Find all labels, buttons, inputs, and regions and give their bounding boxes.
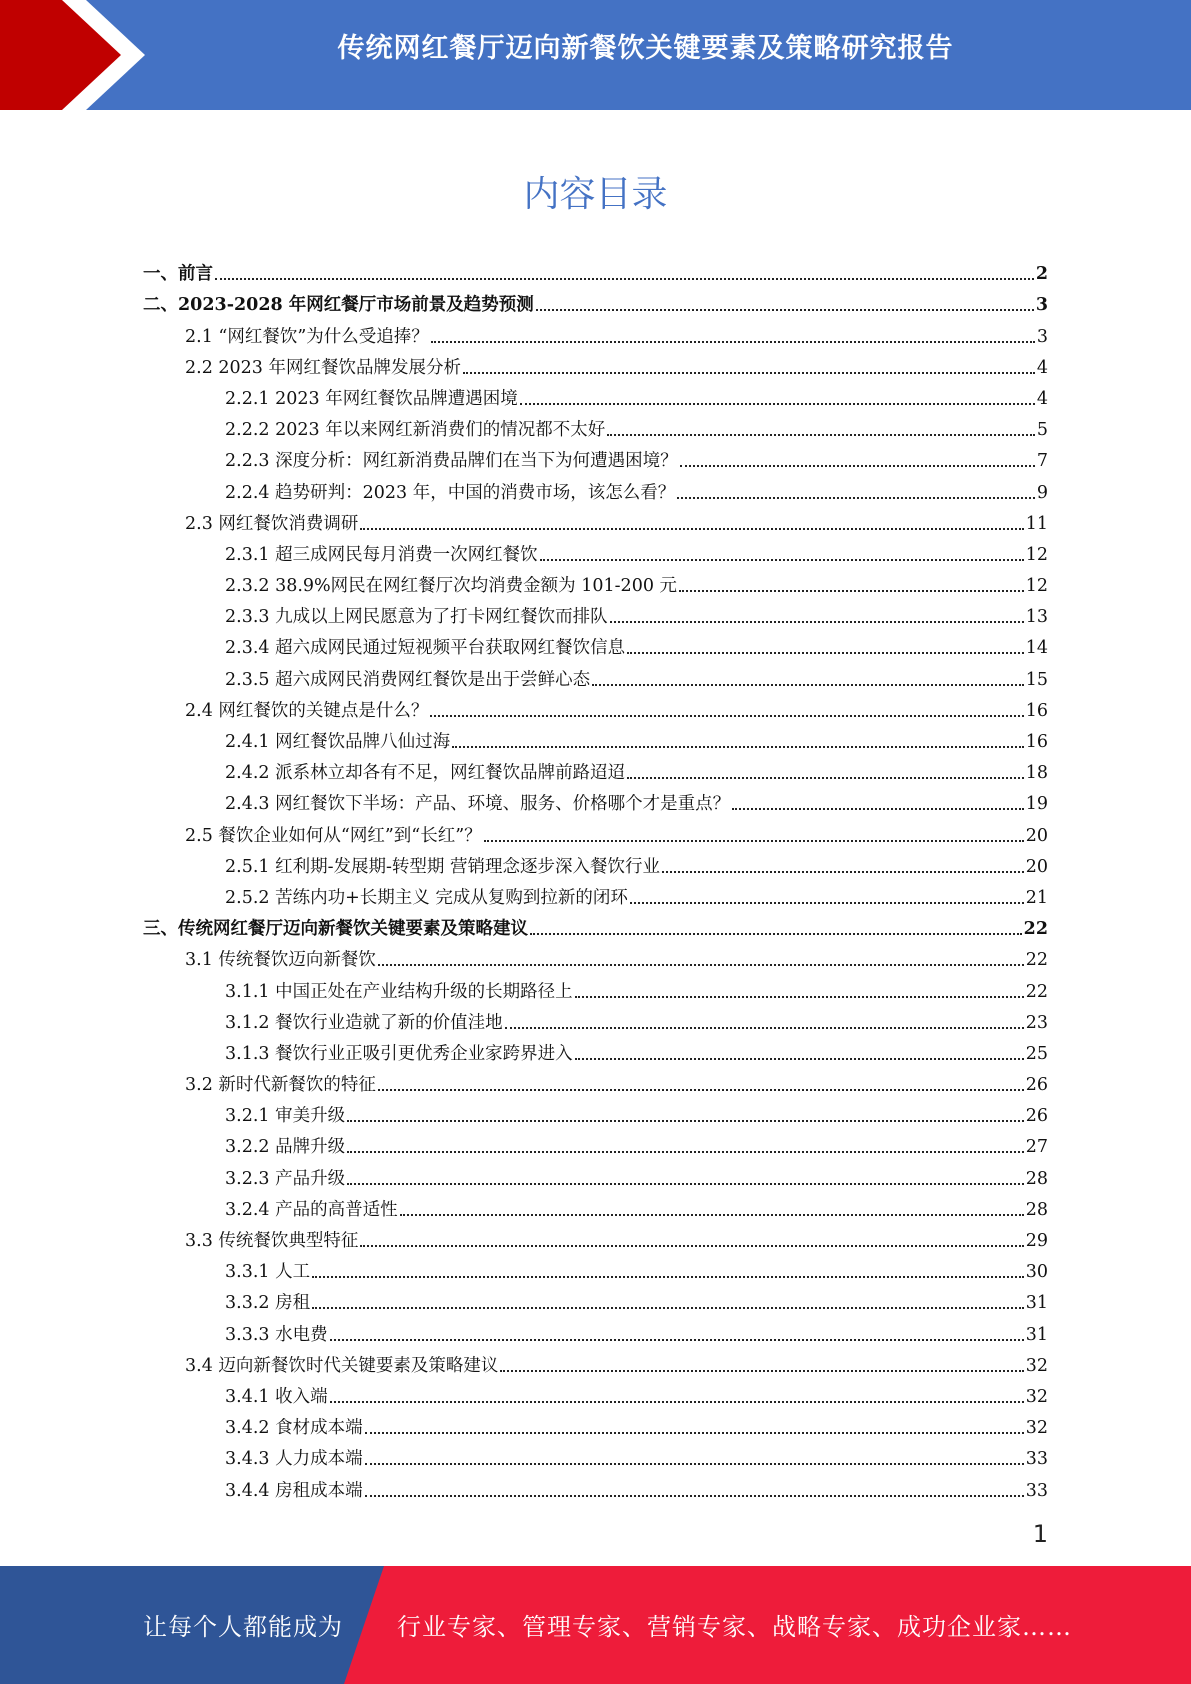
toc-entry[interactable] bbox=[143, 847, 1048, 878]
toc-leader-dots bbox=[400, 1213, 1024, 1216]
toc-entry-label: 2.4.3 网红餐饮下半场：产品、环境、服务、价格哪个才是重点？ bbox=[225, 794, 731, 815]
toc-leader-dots bbox=[505, 1026, 1024, 1029]
toc-entry-label: 3.2 新时代新餐饮的特征 bbox=[185, 1075, 376, 1096]
toc-entry-page: 11 bbox=[1025, 513, 1048, 534]
toc-entry-label: 3.3.2 房租 bbox=[225, 1293, 311, 1314]
toc-leader-dots bbox=[378, 1088, 1024, 1091]
toc-entry[interactable] bbox=[143, 1377, 1048, 1408]
toc-leader-dots bbox=[347, 1119, 1024, 1122]
toc-entry-page: 31 bbox=[1025, 1293, 1048, 1314]
toc-entry-label: 3.1.1 中国正处在产业结构升级的长期路径上 bbox=[225, 981, 573, 1002]
toc-leader-dots bbox=[347, 1150, 1024, 1153]
toc-entry-label: 2.2 2023 年网红餐饮品牌发展分析 bbox=[185, 357, 461, 378]
toc-entry-page: 19 bbox=[1025, 794, 1048, 815]
toc-entry[interactable] bbox=[143, 1034, 1048, 1065]
toc-leader-dots bbox=[520, 402, 1035, 405]
toc-entry-page: 16 bbox=[1025, 732, 1048, 752]
toc-entry[interactable] bbox=[143, 659, 1048, 690]
toc-entry[interactable] bbox=[143, 1314, 1048, 1345]
toc-entry-page: 33 bbox=[1025, 1480, 1048, 1501]
toc-leader-dots bbox=[610, 620, 1024, 623]
toc-entry[interactable] bbox=[143, 1470, 1048, 1501]
toc-entry-page: 3 bbox=[1036, 326, 1048, 347]
toc-entry-label: 2.3.1 超三成网民每月消费一次网红餐饮 bbox=[225, 544, 538, 565]
toc-entry-page: 28 bbox=[1025, 1168, 1048, 1189]
toc-leader-dots bbox=[530, 932, 1022, 935]
toc-entry-page: 22 bbox=[1023, 919, 1048, 940]
toc-entry-label: 3.4.2 食材成本端 bbox=[225, 1418, 363, 1439]
toc-entry[interactable] bbox=[143, 316, 1048, 347]
toc-entry-page: 32 bbox=[1025, 1355, 1048, 1376]
toc-entry[interactable] bbox=[143, 1408, 1048, 1439]
toc-entry-label: 2.3.3 九成以上网民愿意为了打卡网红餐饮而排队 bbox=[225, 607, 608, 628]
toc-entry-page: 26 bbox=[1025, 1075, 1048, 1096]
toc-leader-dots bbox=[378, 963, 1024, 966]
toc-leader-dots bbox=[575, 995, 1024, 998]
toc-entry-page: 21 bbox=[1025, 887, 1048, 908]
toc-leader-dots bbox=[330, 1338, 1024, 1341]
toc-entry-page: 28 bbox=[1025, 1199, 1048, 1220]
toc-entry[interactable] bbox=[143, 1283, 1048, 1314]
toc-entry-label: 3.4.4 房租成本端 bbox=[225, 1480, 363, 1501]
toc-entry-page: 20 bbox=[1025, 825, 1048, 846]
toc-entry-label: 二、2023-2028 年网红餐厅市场前景及趋势预测 bbox=[143, 295, 534, 316]
toc-leader-dots bbox=[431, 340, 1035, 343]
toc-entry-page: 27 bbox=[1025, 1137, 1048, 1158]
toc-leader-dots bbox=[536, 308, 1034, 311]
toc-entry-label: 2.4.1 网红餐饮品牌八仙过海 bbox=[225, 732, 451, 752]
toc-entry-page: 12 bbox=[1025, 576, 1048, 597]
footer-slogan-left: 让每个人都能成为 bbox=[143, 1613, 343, 1641]
toc-leader-dots bbox=[312, 1306, 1024, 1309]
toc-leader-dots bbox=[677, 496, 1035, 499]
toc-entry-page: 26 bbox=[1025, 1106, 1048, 1127]
toc-entry-label: 3.4 迈向新餐饮时代关键要素及策略建议 bbox=[185, 1355, 499, 1376]
toc-entry-page: 23 bbox=[1025, 1012, 1048, 1033]
toc-entry[interactable] bbox=[143, 691, 1048, 722]
toc-entry-page: 3 bbox=[1035, 295, 1048, 316]
toc-entry-page: 29 bbox=[1025, 1231, 1048, 1251]
header-band bbox=[0, 0, 1191, 110]
toc-entry-label: 3.3 传统餐饮典型特征 bbox=[185, 1231, 359, 1251]
toc-leader-dots bbox=[452, 745, 1024, 748]
toc-entry-page: 12 bbox=[1025, 544, 1048, 565]
toc-leader-dots bbox=[680, 464, 1035, 467]
toc-entry[interactable] bbox=[143, 441, 1048, 472]
toc-entry[interactable] bbox=[143, 254, 1048, 285]
toc-heading: 内容目录 bbox=[523, 174, 668, 215]
toc-entry-label: 三、传统网红餐厅迈向新餐饮关键要素及策略建议 bbox=[143, 919, 528, 940]
page-number: 1 bbox=[1032, 1520, 1048, 1548]
toc-leader-dots bbox=[365, 1494, 1024, 1497]
footer-band bbox=[0, 1566, 1191, 1684]
toc-entry[interactable] bbox=[143, 535, 1048, 566]
toc-leader-dots bbox=[662, 870, 1024, 873]
toc-leader-dots bbox=[347, 1182, 1024, 1185]
toc-entry[interactable] bbox=[143, 1252, 1048, 1283]
toc-entry-label: 3.2.4 产品的高普适性 bbox=[225, 1199, 398, 1220]
toc-leader-dots bbox=[575, 1057, 1024, 1060]
toc-entry-label: 3.2.3 产品升级 bbox=[225, 1168, 346, 1189]
toc-entry[interactable] bbox=[143, 348, 1048, 379]
toc-leader-dots bbox=[365, 1431, 1024, 1434]
toc-entry[interactable] bbox=[143, 410, 1048, 441]
toc-entry[interactable] bbox=[143, 1190, 1048, 1221]
toc-entry[interactable] bbox=[143, 504, 1048, 535]
toc-entry-label: 2.3.4 超六成网民通过短视频平台获取网红餐饮信息 bbox=[225, 638, 626, 659]
toc-entry-label: 3.4.1 收入端 bbox=[225, 1386, 328, 1407]
toc-entry[interactable] bbox=[143, 1127, 1048, 1158]
toc-entry[interactable] bbox=[143, 285, 1048, 316]
toc-entry-label: 2.4.2 派系林立却各有不足，网红餐饮品牌前路迢迢 bbox=[225, 763, 626, 784]
toc-entry-label: 一、前言 bbox=[143, 264, 213, 285]
toc-entry-page: 32 bbox=[1025, 1386, 1048, 1407]
toc-entry-label: 2.3.5 超六成网民消费网红餐饮是出于尝鲜心态 bbox=[225, 669, 591, 690]
toc-entry-page: 25 bbox=[1025, 1043, 1048, 1064]
toc-leader-dots bbox=[630, 901, 1024, 904]
toc-leader-dots bbox=[500, 1369, 1023, 1372]
toc-leader-dots bbox=[627, 651, 1024, 654]
toc-entry-page: 20 bbox=[1025, 856, 1048, 877]
toc-entry[interactable] bbox=[143, 597, 1048, 628]
toc-entry-page: 30 bbox=[1025, 1262, 1048, 1283]
footer-slogan-right: 行业专家、管理专家、营销专家、战略专家、成功企业家…… bbox=[397, 1613, 1072, 1641]
toc-entry-label: 2.2.3 深度分析：网红新消费品牌们在当下为何遭遇困境？ bbox=[225, 451, 678, 472]
toc-entry[interactable] bbox=[143, 940, 1048, 971]
toc-entry[interactable] bbox=[143, 971, 1048, 1002]
toc-leader-dots bbox=[430, 714, 1023, 717]
toc-entry-page: 22 bbox=[1025, 981, 1048, 1002]
toc-leader-dots bbox=[360, 1244, 1023, 1247]
toc-entry[interactable] bbox=[143, 1346, 1048, 1377]
toc-entry-page: 33 bbox=[1025, 1449, 1048, 1470]
toc-entry[interactable] bbox=[143, 1158, 1048, 1189]
toc-leader-dots bbox=[463, 371, 1035, 374]
toc-entry[interactable] bbox=[143, 472, 1048, 503]
toc-entry-label: 3.1 传统餐饮迈向新餐饮 bbox=[185, 950, 376, 971]
toc-entry-label: 3.3.1 人工 bbox=[225, 1262, 311, 1283]
toc-entry-page: 22 bbox=[1025, 950, 1048, 971]
toc-entry-label: 2.5.1 红利期-发展期-转型期 营销理念逐步深入餐饮行业 bbox=[225, 856, 660, 877]
toc-entry[interactable] bbox=[143, 1065, 1048, 1096]
toc-entry-page: 32 bbox=[1025, 1418, 1048, 1439]
toc-leader-dots bbox=[679, 589, 1024, 592]
toc-entry-label: 2.5.2 苦练内功+长期主义 完成从复购到拉新的闭环 bbox=[225, 887, 628, 908]
toc-entry-label: 3.4.3 人力成本端 bbox=[225, 1449, 363, 1470]
toc-entry[interactable] bbox=[143, 722, 1048, 753]
toc-entry-page: 31 bbox=[1025, 1324, 1048, 1345]
toc-entry-label: 3.2.1 审美升级 bbox=[225, 1106, 346, 1127]
toc-entry[interactable] bbox=[143, 753, 1048, 784]
toc-leader-dots bbox=[592, 683, 1024, 686]
toc-entry[interactable] bbox=[143, 566, 1048, 597]
toc-entry-label: 3.2.2 品牌升级 bbox=[225, 1137, 346, 1158]
toc-entry[interactable] bbox=[143, 878, 1048, 909]
toc-leader-dots bbox=[330, 1400, 1024, 1403]
toc-leader-dots bbox=[484, 839, 1024, 842]
toc-entry-page: 5 bbox=[1036, 420, 1048, 441]
toc-leader-dots bbox=[607, 433, 1035, 436]
toc-entry-page: 16 bbox=[1025, 700, 1048, 721]
toc-leader-dots bbox=[360, 527, 1023, 530]
toc-entry-label: 2.2.2 2023 年以来网红新消费们的情况都不太好 bbox=[225, 420, 606, 441]
header-arrow-icon bbox=[0, 0, 160, 110]
toc-entry-label: 3.1.2 餐饮行业造就了新的价值洼地 bbox=[225, 1012, 503, 1033]
toc-entry-page: 15 bbox=[1025, 669, 1048, 690]
toc-entry[interactable] bbox=[143, 628, 1048, 659]
toc-leader-dots bbox=[732, 807, 1024, 810]
table-of-contents bbox=[143, 254, 1048, 1502]
toc-entry-label: 2.5 餐饮企业如何从“网红”到“长红”？ bbox=[185, 825, 482, 846]
toc-leader-dots bbox=[540, 558, 1024, 561]
toc-entry-label: 2.1 “网红餐饮”为什么受追捧？ bbox=[185, 326, 429, 347]
toc-entry-label: 2.3.2 38.9%网民在网红餐厅次均消费金额为 101-200 元 bbox=[225, 576, 678, 597]
toc-entry-label: 2.2.4 趋势研判：2023 年，中国的消费市场，该怎么看？ bbox=[225, 482, 676, 503]
toc-leader-dots bbox=[365, 1462, 1024, 1465]
toc-entry-label: 2.3 网红餐饮消费调研 bbox=[185, 513, 359, 534]
toc-leader-dots bbox=[312, 1275, 1024, 1278]
toc-entry[interactable] bbox=[143, 909, 1048, 940]
toc-entry-page: 14 bbox=[1025, 638, 1048, 659]
toc-entry-label: 3.3.3 水电费 bbox=[225, 1324, 328, 1345]
toc-entry-label: 2.4 网红餐饮的关键点是什么？ bbox=[185, 700, 429, 721]
toc-entry-page: 13 bbox=[1025, 607, 1048, 628]
toc-entry[interactable] bbox=[143, 1439, 1048, 1470]
toc-entry-page: 4 bbox=[1036, 388, 1048, 409]
toc-entry[interactable] bbox=[143, 1003, 1048, 1034]
toc-leader-dots bbox=[627, 776, 1024, 779]
toc-entry-label: 2.2.1 2023 年网红餐饮品牌遭遇困境 bbox=[225, 388, 518, 409]
toc-leader-dots bbox=[215, 277, 1034, 280]
toc-entry[interactable] bbox=[143, 784, 1048, 815]
toc-entry-page: 4 bbox=[1036, 357, 1048, 378]
toc-entry[interactable] bbox=[143, 1096, 1048, 1127]
toc-entry-page: 18 bbox=[1025, 763, 1048, 784]
toc-entry-page: 2 bbox=[1035, 264, 1048, 285]
toc-entry-page: 7 bbox=[1036, 451, 1048, 472]
toc-entry[interactable] bbox=[143, 379, 1048, 410]
toc-entry-label: 3.1.3 餐饮行业正吸引更优秀企业家跨界进入 bbox=[225, 1043, 573, 1064]
toc-entry[interactable] bbox=[143, 1221, 1048, 1252]
report-title: 传统网红餐厅迈向新餐饮关键要素及策略研究报告 bbox=[337, 33, 954, 64]
toc-entry[interactable] bbox=[143, 815, 1048, 846]
toc-entry-page: 9 bbox=[1036, 482, 1048, 503]
